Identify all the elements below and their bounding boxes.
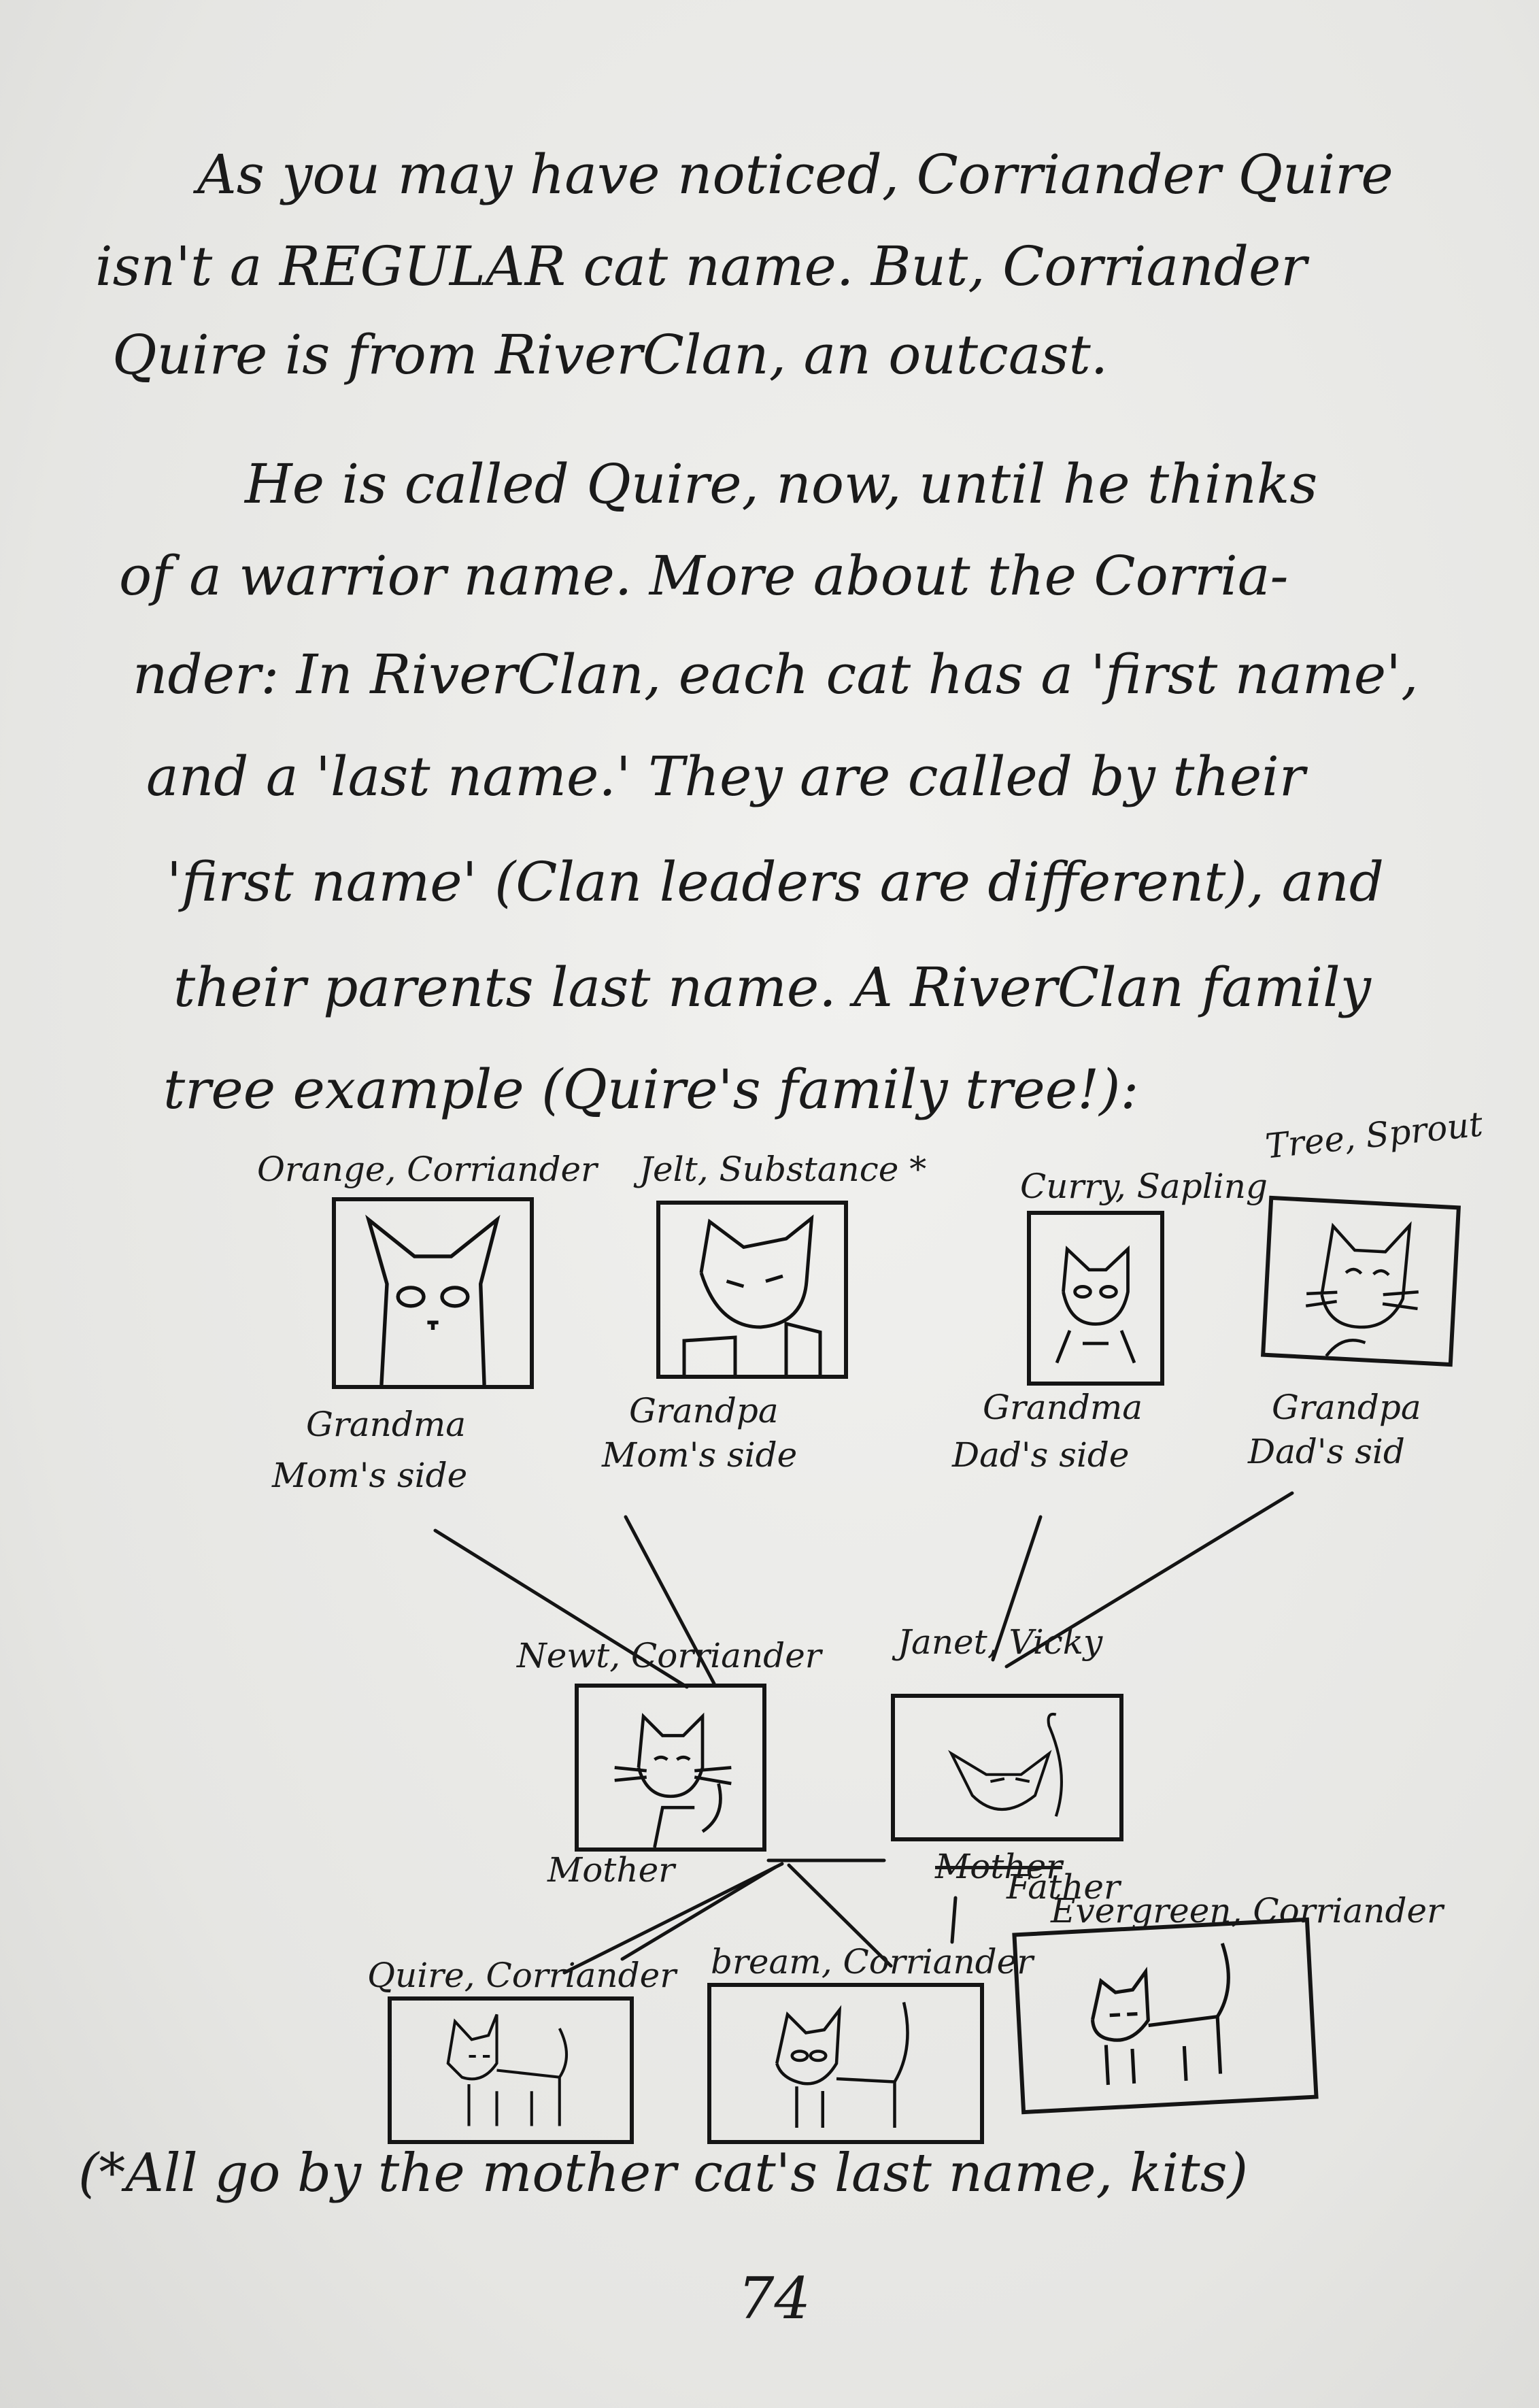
grandma-moms-side-name: Orange, Corriander [257,1150,597,1189]
text-line-5: of a warrior name. More about the Corria- [119,544,1289,607]
cat-icon [895,1698,1119,1837]
grandma-moms-side-caption-2: Mom's side [272,1456,468,1495]
father-caption: Father [1007,1867,1120,1907]
cat-face-icon [660,1205,844,1375]
text-line-2: isn't a REGULAR cat name. But, Corriander [95,235,1307,298]
grandpa-moms-side-caption-2: Mom's side [602,1435,798,1475]
grandpa-moms-side-caption: Grandpa [629,1391,779,1431]
grandma-moms-side-caption: Grandma [306,1405,467,1444]
mother-name: Newt, Corriander [517,1636,822,1675]
grandma-dads-side-name: Curry, Sapling [1020,1167,1268,1206]
page-number: 74 [738,2265,811,2332]
cat-icon [711,1987,980,2140]
text-line-4: He is called Quire, now, until he thinks [245,452,1318,516]
mother-caption: Mother [547,1850,675,1890]
grandpa-dads-side-name: Tree, Sprout [1263,1104,1485,1167]
grandpa-dads-side-portrait [1261,1196,1461,1367]
kit-3-name: Evergreen, Corriander [1051,1891,1443,1930]
father-name: Janet, Vicky [898,1622,1103,1662]
grandma-moms-side-portrait [332,1197,534,1389]
text-line-3: Quire is from RiverClan, an outcast. [112,323,1109,386]
text-line-1: As you may have noticed, Corriander Quire [197,143,1393,206]
grandpa-moms-side-name: Jelt, Substance * [639,1150,927,1189]
mother-portrait [575,1684,766,1852]
grandpa-dads-side-caption-2: Dad's sid [1248,1432,1405,1471]
text-line-9: their parents last name. A RiverClan family [173,956,1371,1019]
grandpa-moms-side-portrait [656,1201,848,1379]
kit-1-name: Quire, Corriander [367,1956,677,1995]
grandma-dads-side-caption: Grandma [983,1388,1143,1427]
grandma-dads-side-portrait [1027,1211,1164,1386]
text-line-6: nder: In RiverClan, each cat has a 'first name', [133,643,1419,706]
kit-2-portrait [707,1983,984,2144]
grandpa-dads-side-caption: Grandpa [1272,1388,1421,1427]
kit-2-name: bream, Corriander [711,1942,1034,1981]
cat-icon [1017,1922,1315,2110]
cat-icon [392,2001,630,2140]
text-line-7: and a 'last name.' They are called by their [146,745,1306,808]
cat-icon [579,1688,762,1847]
cat-face-icon [1031,1215,1160,1382]
grandma-dads-side-caption-2: Dad's side [952,1435,1130,1475]
footnote: (*All go by the mother cat's last name, kits) [78,2143,1249,2204]
text-line-10: tree example (Quire's family tree!): [163,1058,1139,1121]
crossed-out-caption: Mother [935,1847,1063,1886]
cat-face-icon [1265,1200,1456,1362]
kit-3-portrait [1012,1918,1318,2115]
text-line-8: 'first name' (Clan leaders are different), and [167,850,1384,914]
cat-face-icon [336,1201,530,1385]
father-portrait [891,1694,1123,1841]
kit-1-portrait [388,1996,634,2144]
